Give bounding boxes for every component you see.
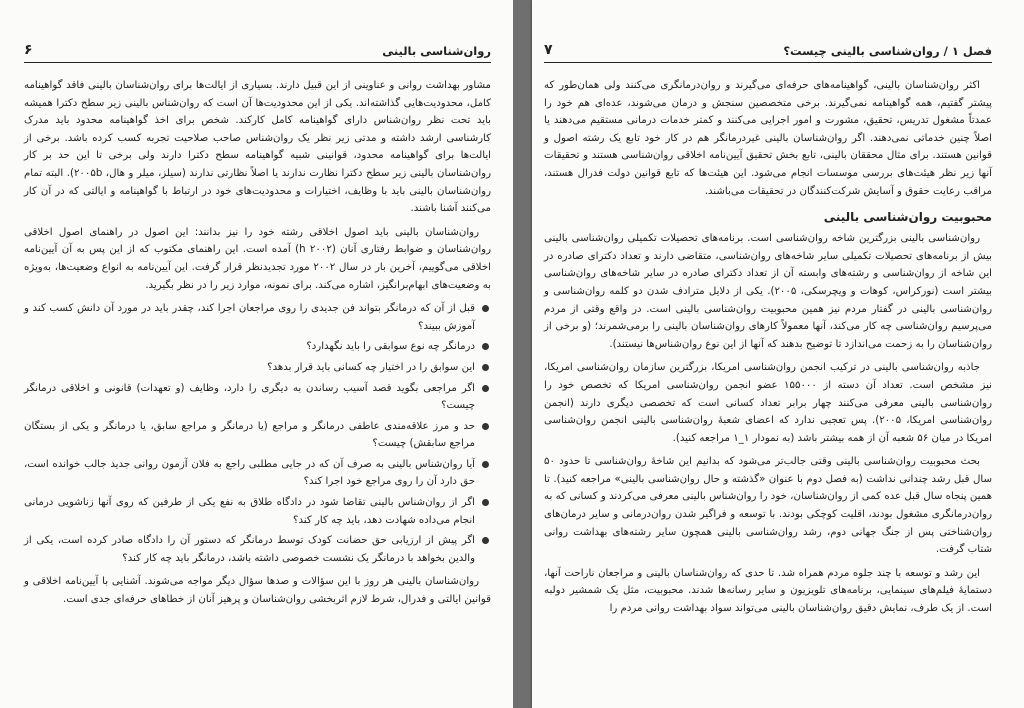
book-gutter [513, 0, 532, 708]
list-item: اگر مراجعی بگوید قصد آسیب رساندن به دیگری را دارد، وظایف (و تعهدات) قانونی و اخلاقی درمانگر چیست؟ [24, 380, 475, 415]
paragraph-2-left: روان‌شناسان بالینی باید اصول اخلاقی رشته خود را نیز بدانند: این اصول در راهنمای اصول اخلاقی روان‌شناسان و ضوابط رفتاری آنان (۲۰۰۲ h) آمده است. این راهنمای مکتوب که از این پس به آن آیین‌نامه اخلاقی می‌گوییم، آخرین بار در سال ۲۰۰۲ مورد تجدیدنظر قرار گرفت. این آیین‌نامه به انواع وضعیت‌ها، به‌ویژه به وضعیت‌های ابهام‌برانگیز، اشاره می‌کند. برای نمونه، موارد زیر را در نظر بگیرید. [24, 226, 491, 291]
paragraph-1-right: اکثر روان‌شناسان بالینی، گواهینامه‌های حرفه‌ای می‌گیرند و روان‌درمانگری می‌کنند ولی همان‌طور که پیشتر گفتیم، همه گواهینامه نمی‌گیرند. برخی متخصصین سنجش و درمان می‌شوند، عده‌ای هم خود را عمدتاً مشغول تدریس، تحقیق، مشورت و امور اجرایی می‌کنند و کمتر خدمات درمانی مستقیم می‌دهند یا اصلاً چنین خدماتی نمی‌دهند. اگر روان‌شناسان بالینی غیردرمانگر هم در کار خود تابع یک رشته اصول و قوانین هستند. برای مثال محققان بالینی، تابع بخش تحقیق آیین‌نامه اخلاقی روان‌شناسی هستند و تحقیقات آنها زیر نظر هیئت‌های بررسی موسسات انجام می‌شود. این هیئت‌ها که تابع قوانین دولت فدرال هستند، مراقب رعایت حقوق و آسایش شرکت‌کنندگان در تحقیقات می‌باشند. [544, 80, 992, 197]
running-title-right: فصل ۱ / روان‌شناسی بالینی چیست؟ [783, 44, 992, 58]
list-item: قبل از آن که درمانگر بتواند فن جدیدی را روی مراجعان اجرا کند، چقدر باید در مورد آن دانش کسب کند و آموزش ببیند؟ [24, 300, 475, 335]
list-item: این سوابق را در اختیار چه کسانی باید قرار بدهد؟ [24, 359, 475, 377]
running-head-left [24, 42, 491, 63]
running-title-left: روان‌شناسی بالینی [382, 44, 491, 58]
paragraph-1-left: مشاور بهداشت روانی و عناوینی از این قبیل دارند. بسیاری از ایالت‌ها برای روان‌شناسان بالینی فاقد گواهینامه کامل، محدودیت‌هایی گذاشته‌اند. یکی از این محدودیت‌ها آن است که روان‌شناس بالینی زیر سطح دکترا همیشه باید تحت نظر روان‌شناس دارای گواهینامه کامل کارکند. شخص برای اخذ گواهینامه محدود باید مدرک کارشناسی ارشد داشته و مدتی زیر نظر یک روان‌شناس صاحب صلاحیت تجربه کسب کرده باشد. برخی از ایالت‌ها برای گواهینامه محدود، قوانینی شبیه گواهینامه سطح دکترا دارند ولی برخی تا این حد بر کار روان‌شناسان بالینی زیر سطح دکترا نظارت ندارند یا اصلاً نظارتی ندارند (سیلز، میلر و هال، ۲۰۰۵b). البته تمام روان‌شناسان بالینی باید با وظایف، اختیارات و محدودیت‌های خود در ارتباط با گواهینامه و ایالتی که در آن کار می‌کنند آشنا باشند. [24, 80, 492, 215]
page-number-left: ۶ [24, 42, 33, 58]
right-page [532, 0, 1024, 708]
page-number-right: ۷ [544, 42, 553, 58]
list-item: اگر پیش از ارزیابی حق حضانت کودک توسط درمانگر که دستور آن را دادگاه صادر کرده است، یکی از والدین بخواهد با درمانگر یک نشست خصوصی داشته باشد، درمانگر باید چه کار کند؟ [24, 532, 475, 567]
list-item: حد و مرز علاقه‌مندی عاطفی درمانگر و مراجع (یا درمانگر و مراجع سابق، یا درمانگر و یکی از بستگان مراجع سابقش) چیست؟ [24, 418, 475, 453]
paragraph-2-right: روان‌شناسی بالینی بزرگترین شاخه روان‌شناسی است. برنامه‌های تحصیلات تکمیلی روان‌شناسی بالینی بیش از برنامه‌های تحصیلات تکمیلی سایر شاخه‌های روان‌شناسی، متقاضی دارند و تعداد دکترای صادره در این شاخه از روان‌شناسی و رشته‌های وابسته آن از تعداد دکترای صادره در سایر شاخه‌های روان‌شناسی بیشتر است (نورکراس، کوهات و ویچرسکی، ۲۰۰۵). یکی از دلایل مترادف شدن دو کلمه روان‌شناسی و روان‌شناسی بالینی در گفتار مردم نیز همین محبوبیت روان‌شناسی بالینی است. در واقع وقتی از مردم می‌پرسیم روان‌شناسی چه کار می‌کند، آنها معمولاً کارهای روان‌شناسان بالینی را برمی‌شمرند؛ (و برخی از روان‌شناسان را به زحمت می‌اندازد تا توضیح بدهند که آنها از این نوع روان‌شناس‌ها نیستند). [544, 233, 992, 350]
paragraph-3-right: جاذبه روان‌شناسی بالینی در ترکیب انجمن روان‌شناسی امریکا، بزرگترین سازمان روان‌شناسی امریکا، نیز مشخص است. تعداد آن دسته از ۱۵۵۰۰۰ عضو انجمن روان‌شناسی امریکا که تخصص خود را روان‌شناسی بالینی معرفی می‌کنند چهار برابر تعداد کسانی است که تخصصی دیگری دارند (انجمن روان‌شناسی امریکا، ۲۰۰۵). پس تعجبی ندارد که اعضای شعبهٔ روان‌شناسی بالینی انجمن روان‌شناسی امریکا در میان ۵۶ شعبه آن از همه بیشتر باشد (به نمودار ۱_۱ مراجعه کنید). [544, 362, 992, 444]
ethics-questions-list [24, 300, 491, 567]
list-item: درمانگر چه نوع سوابقی را باید نگهدارد؟ [24, 338, 475, 356]
list-item: اگر از روان‌شناس بالینی تقاضا شود در دادگاه طلاق به نفع یکی از طرفین که روی آنها زناشویی درمانی انجام می‌داده شهادت دهد، باید چه کار کند؟ [24, 494, 475, 529]
section-heading: محبوبیت روان‌شناسی بالینی [823, 210, 992, 225]
running-head-right [544, 42, 992, 63]
list-item: آیا روان‌شناس بالینی به صرف آن که در جایی مطلبی راجع به فلان آزمون روانی جدید جالب خوانده است، حق دارد آن را روی مراجع خود اجرا کند؟ [24, 456, 475, 491]
paragraph-5-right: این رشد و توسعه با چند جلوه مردم همراه شد. تا حدی که روان‌شناسان بالینی و مراجعان ناراحت آنها، دستمایهٔ فیلم‌های سینمایی، برنامه‌های تلویزیون و سایر رسانه‌ها شدند. محبوبیت، مثل یک شمشیر دولبه است. از یک طرف، نمایش دقیق روان‌شناسان بالینی می‌تواند سواد بهداشت روانی مردم را [544, 567, 992, 615]
paragraph-3-left: روان‌شناسان بالینی هر روز با این سؤالات و صدها سؤال دیگر مواجه می‌شوند. آشنایی با آیین‌نامه اخلاقی و قوانین ایالتی و فدرال، شرط لازم اثربخشی روان‌شناسان و پرهیز آنان از خطاهای حرفه‌ای جدی است. [24, 576, 491, 606]
paragraph-4-right: بحث محبوبیت روان‌شناسی بالینی وقتی جالب‌تر می‌شود که بدانیم این شاخهٔ روان‌شناسی تا حدود ۵۰ سال قبل رشد چندانی نداشت (به فصل دوم با عنوان «گذشته و حال روان‌شناسی بالینی» مراجعه کنید). تا همین پنجاه سال قبل عده کمی از روان‌شناسان، خود را روان‌شناس بالینی معرفی می‌کردند و کسانی که به روان‌درمانگری مشغول بودند، اقلیت کوچکی بودند. با توسعه و فراگیر شدن روان‌درمانی و سایر درمان‌های روان‌شناختی پس از جنگ جهانی دوم، رشد روان‌شناسی بالینی همچون سایر رشته‌های بهداشت روانی شتاب گرفت. [544, 456, 992, 556]
